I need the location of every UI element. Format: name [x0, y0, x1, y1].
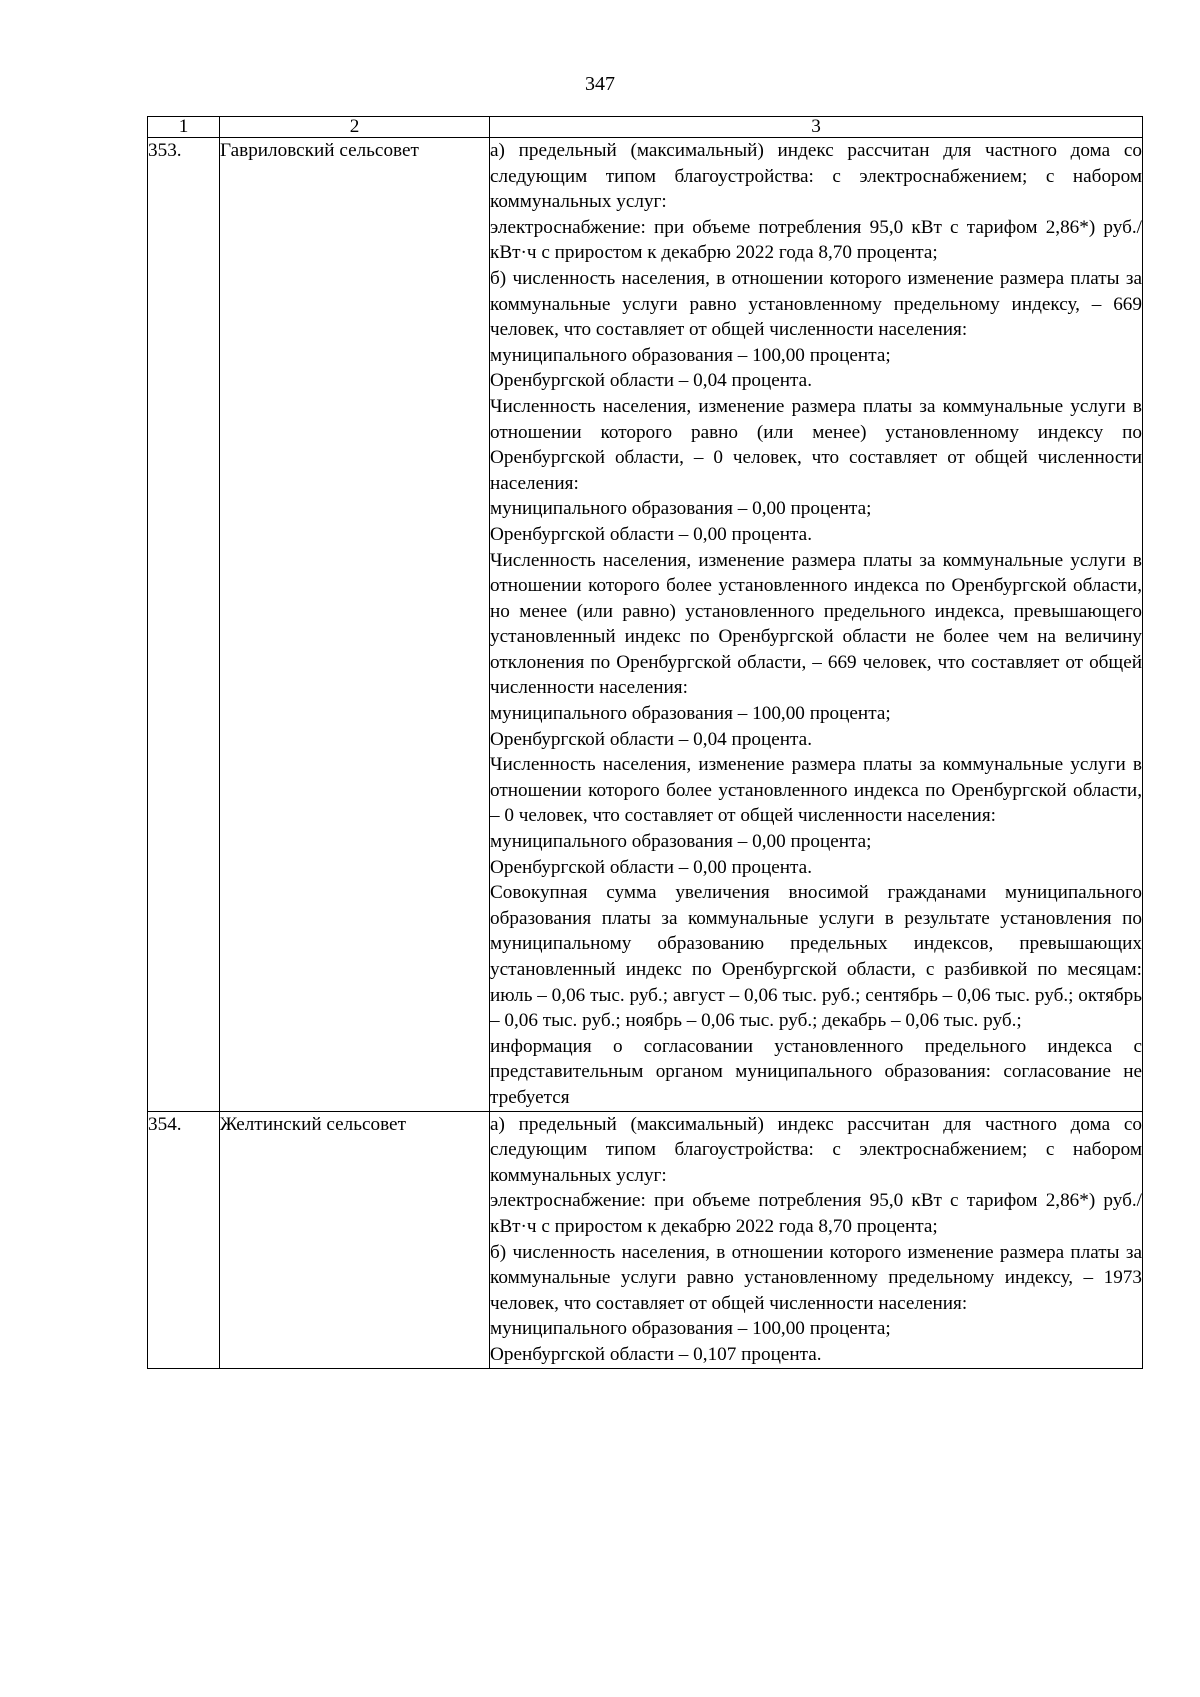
table-row [148, 138, 1143, 1112]
content-paragraph: муниципального образования – 100,00 процента; [490, 344, 891, 366]
header-col-1: 1 [148, 117, 220, 138]
content-paragraph: б) численность населения, в отношении которого изменение размера платы за коммунальные услуги равно установленному предельному индексу, – 1973 человек, что составляет от общей численности населения: [490, 1241, 1142, 1314]
content-paragraph: а) предельный (максимальный) индекс рассчитан для частного дома со следующим типом благоустройства: с электроснабжением; с набором коммунальных услуг: [490, 1113, 1142, 1186]
row-number: 354. [148, 1111, 220, 1368]
content-paragraph: Оренбургской области – 0,04 процента. [490, 728, 812, 750]
content-paragraph: Численность населения, изменение размера платы за коммунальные услуги в отношении которого более установленного индекса по Оренбургской области, но менее (или равно) установленного предельного индекса, превышающего установленный индекс по Оренбургской области не более чем на величину отклонения по Оренбургской области, – 669 человек, что составляет от общей численности населения: [490, 549, 1142, 699]
content-paragraph: муниципального образования – 0,00 процента; [490, 831, 872, 853]
content-paragraph: Численность населения, изменение размера платы за коммунальные услуги в отношении которого более установленного индекса по Оренбургской области, – 0 человек, что составляет от общей численности населения: [490, 754, 1142, 827]
content-paragraph: Численность населения, изменение размера платы за коммунальные услуги в отношении которого равно (или менее) установленному индексу по Оренбургской области, – 0 человек, что составляет от общей численности населения: [490, 395, 1142, 494]
content-paragraph: а) предельный (максимальный) индекс рассчитан для частного дома со следующим типом благоустройства: с электроснабжением; с набором коммунальных услуг: [490, 140, 1142, 213]
content-paragraph: информация о согласовании установленного предельного индекса с представительным органом муниципального образования: согласование не требуется [490, 1035, 1142, 1108]
content-paragraph: Оренбургской области – 0,04 процента. [490, 370, 812, 392]
table-row [148, 1111, 1143, 1368]
content-paragraph: электроснабжение: при объеме потребления 95,0 кВт с тарифом 2,86*) руб./кВт·ч с приростом к декабрю 2022 года 8,70 процента; [490, 1190, 1142, 1237]
content-paragraph: Оренбургской области – 0,00 процента. [490, 523, 812, 545]
municipality-name: Гавриловский сельсовет [220, 138, 490, 1112]
content-paragraph: муниципального образования – 100,00 процента; [490, 1318, 891, 1340]
content-paragraph: Совокупная сумма увеличения вносимой гражданами муниципального образования платы за коммунальные услуги в результате установления по муниципальному образованию предельных индексов, превышающих установленный индекс по Оренбургской области, с разбивкой по месяцам: июль – 0,06 тыс. руб.; август – 0,06 тыс. руб.; сентябрь – 0,06 тыс. руб.; октябрь – 0,06 тыс. руб.; ноябрь – 0,06 тыс. руб.; декабрь – 0,06 тыс. руб.; [490, 882, 1142, 1032]
header-col-2: 2 [220, 117, 490, 138]
page-number: 347 [585, 73, 615, 95]
content-paragraph: электроснабжение: при объеме потребления 95,0 кВт с тарифом 2,86*) руб./кВт·ч с приростом к декабрю 2022 года 8,70 процента; [490, 216, 1142, 264]
row-number: 353. [148, 138, 220, 1112]
table-header-row [148, 117, 1143, 138]
content-paragraph: Оренбургской области – 0,107 процента. [490, 1343, 822, 1365]
municipality-name: Желтинский сельсовет [220, 1111, 490, 1368]
content-paragraph: муниципального образования – 100,00 процента; [490, 703, 891, 725]
row-content [490, 138, 1143, 1112]
content-paragraph: Оренбургской области – 0,00 процента. [490, 856, 812, 878]
content-paragraph: б) численность населения, в отношении которого изменение размера платы за коммунальные услуги равно установленному предельному индексу, – 669 человек, что составляет от общей численности населения: [490, 267, 1142, 341]
row-content [490, 1111, 1143, 1368]
content-paragraph: муниципального образования – 0,00 процента; [490, 498, 872, 520]
header-col-3: 3 [490, 117, 1143, 138]
data-table [147, 116, 1143, 1369]
